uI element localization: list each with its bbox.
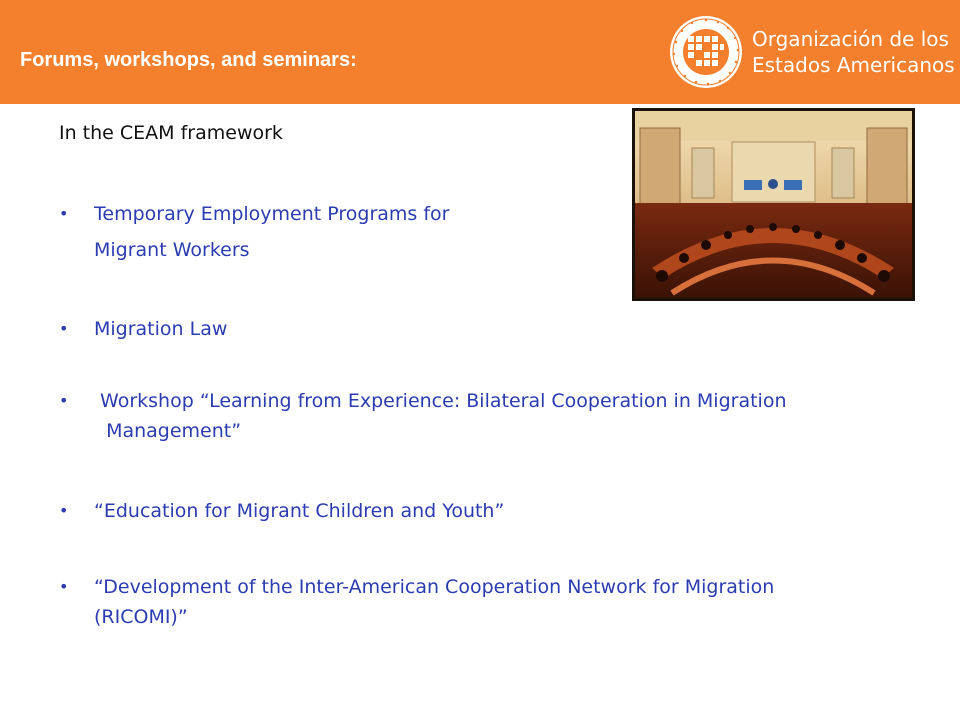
bullet-text-line: Management” [94, 420, 242, 442]
org-name [752, 26, 955, 78]
oas-seal-logo [668, 14, 744, 90]
bullet-glyph: • [59, 501, 69, 520]
bullet-item [59, 386, 787, 446]
bullet-text-line: Temporary Employment Programs for [94, 203, 450, 225]
bullet-text-line: Workshop “Learning from Experience: Bilateral Cooperation in Migration [94, 390, 787, 412]
bullet-item [59, 572, 774, 632]
bullet-item [59, 196, 450, 268]
bullet-glyph: • [59, 319, 69, 338]
bullet-glyph: • [59, 391, 69, 410]
bullet-glyph: • [59, 204, 69, 223]
bullet-text-line: (RICOMI)” [94, 606, 188, 628]
header-bar [0, 0, 960, 104]
bullet-text-line: Migrant Workers [94, 239, 250, 261]
org-name-line2: Estados Americanos [752, 53, 955, 77]
bullet-glyph: • [59, 577, 69, 596]
bullet-text-line: Migration Law [94, 318, 228, 340]
bullet-text-line: “Development of the Inter-American Cooperation Network for Migration [94, 576, 775, 598]
conference-room-photo [632, 108, 915, 301]
bullet-item [59, 311, 227, 347]
bullet-text-line: “Education for Migrant Children and Youth” [94, 500, 505, 522]
intro-text: In the CEAM framework [59, 122, 283, 144]
org-name-line1: Organización de los [752, 27, 949, 51]
bullet-item [59, 493, 504, 529]
slide-title: Forums, workshops, and seminars: [20, 49, 357, 71]
